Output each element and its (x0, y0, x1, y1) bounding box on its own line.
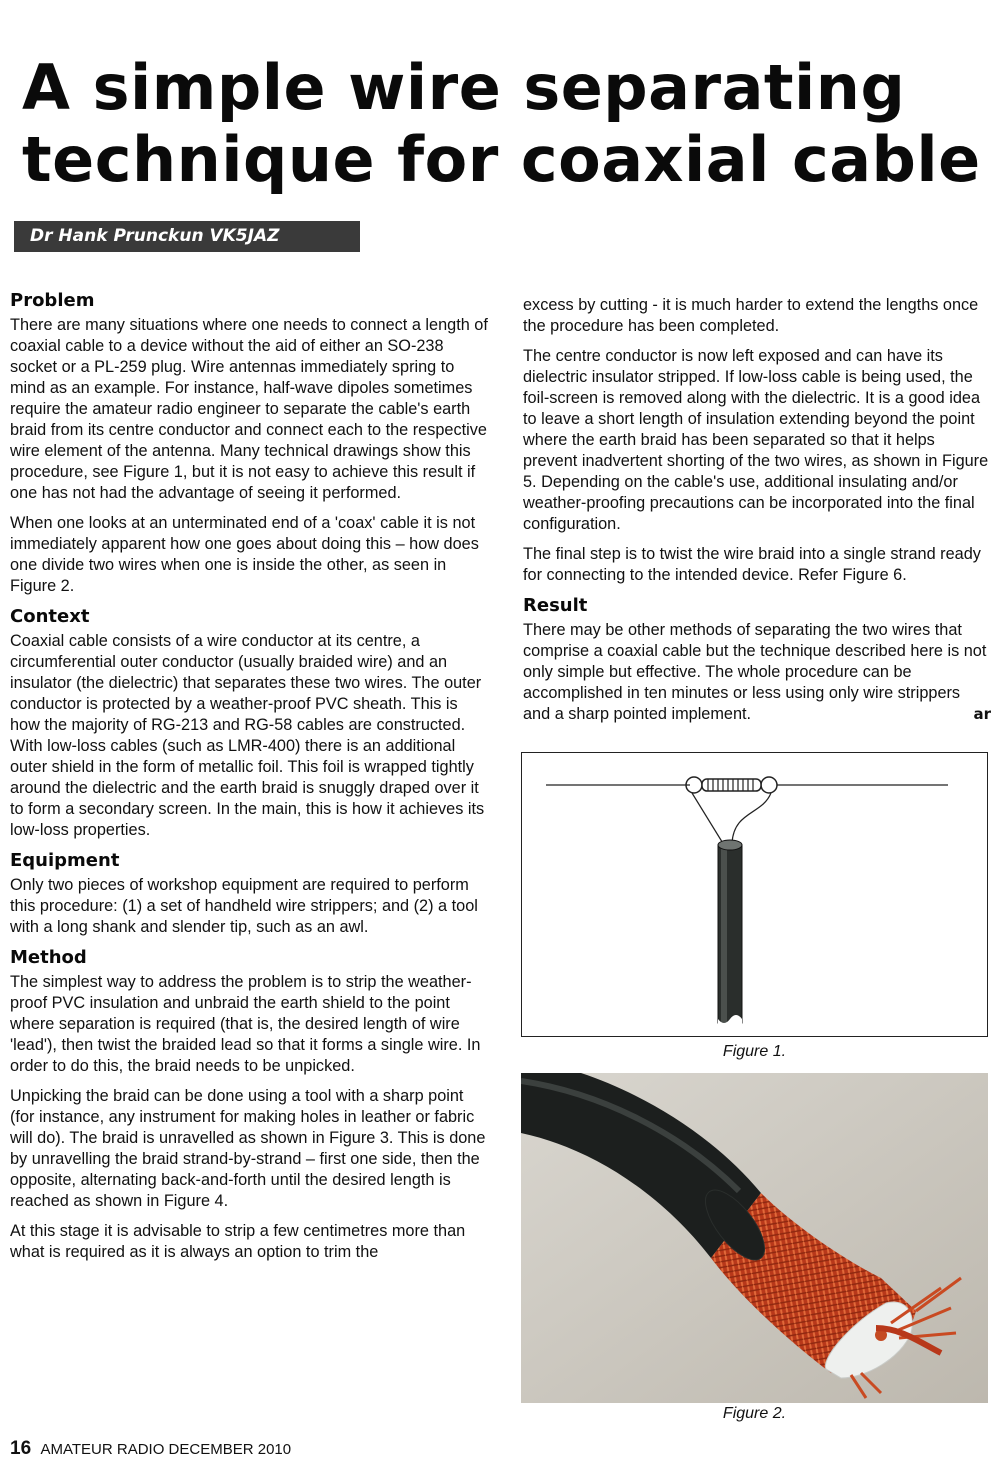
paragraph: When one looks at an unterminated end of a 'coax' cable it is not immediately apparent how one goes about doing this – how does one divide two wires when one is inside the other, as seen in Figure 2. (10, 514, 479, 595)
paragraph: There are many situations where one needs to connect a length of coaxial cable to a device without the aid of either an SO-238 socket or a PL-259 plug. Wire antennas immediately spring to mind as an example. For instance, half-wave dipoles sometimes require the amateur radio engineer to separate the cable's earth braid from its centre conductor and connect each to the respective wire element of the antenna. Many technical drawings show this procedure, see Figure 1, but it is not easy to achieve this result if one has not had the advantage of seeing it performed. (10, 316, 488, 502)
article-title (22, 52, 992, 196)
right-column (523, 295, 991, 734)
left-column (10, 290, 488, 1272)
section-heading-equipment: Equipment (10, 850, 120, 871)
paragraph: The centre conductor is now left exposed and can have its dielectric insulator stripped. If low-loss cable is being used, the foil-screen is removed along with the dielectric. It is a good idea to leave a short length of insulation extending beyond the point where the earth braid has been separated so that it helps prevent inadvertent shorting of the two wires, as shown in Figure 5. Depending on the cable's use, additional insulating and/or weather-proofing precautions can be incorporated into the final configuration. (523, 347, 989, 533)
figure-2-coax-photo (521, 1073, 988, 1403)
paragraph: Only two pieces of workshop equipment are required to perform this procedure: (1) a set of handheld wire strippers; and (2) a tool with a long shank and slender tip, such as an awl. (10, 876, 478, 936)
result-text: There may be other methods of separating the two wires that comprise a coaxial cable but the technique described here is not only simple but effective. The whole procedure can be accomplished in ten minutes or less using only wire strippers and a sharp pointed implement. (523, 621, 987, 723)
section-heading-context: Context (10, 606, 90, 627)
coax-cable-photo (521, 1073, 988, 1403)
section-heading-problem: Problem (10, 290, 95, 311)
figure-1-caption: Figure 1. (722, 1043, 787, 1060)
paragraph: The simplest way to address the problem is to strip the weather-proof PVC insulation and unbraid the earth shield to the point where separation is required (that is, the desired length of wire 'lead'), then twist the braided lead so that it forms a single wire. In order to do this, the braid needs to be unpicked. (10, 973, 481, 1075)
paragraph: Coaxial cable consists of a wire conductor at its centre, a circumferential outer conductor (usually braided wire) and an insulator (the dielectric) that separates these two wires. The outer conductor is protected by a weather-proof PVC sheath. This is how the majority of RG-213 and RG-58 cables are constructed. With low-loss cables (such as LMR-400) there is an additional outer shield in the form of metallic foil. This foil is wrapped tightly around the dielectric and the earth braid is snuggly draped over it to form a secondary screen. In the main, this is how it achieves its low-loss properties. (10, 632, 485, 839)
title-line-1: A simple wire separating (22, 51, 906, 124)
end-mark: ar (973, 705, 991, 723)
figure-1-dipole-diagram (521, 752, 988, 1037)
title-line-2: technique for coaxial cable (22, 123, 981, 196)
paragraph: The final step is to twist the wire braid into a single strand ready for connecting to the intended device. Refer Figure 6. (523, 545, 981, 584)
dipole-drawing (522, 753, 986, 1035)
section-heading-result: Result (523, 595, 588, 616)
page-footer (10, 1438, 291, 1460)
paragraph-result (523, 620, 991, 725)
author-byline: Dr Hank Prunckun VK5JAZ (14, 221, 360, 252)
paragraph: At this stage it is advisable to strip a few centimetres more than what is required as it is always an option to trim the (10, 1222, 466, 1261)
publication-name: AMATEUR RADIO DECEMBER 2010 (40, 1441, 292, 1458)
paragraph: Unpicking the braid can be done using a tool with a sharp point (for instance, any instrument for making holes in leather or fabric will do). The braid is unravelled as shown in Figure 3. This is done by unravelling the braid strand-by-strand – first one side, then the opposite, alternating back-and-forth until the desired length is reached as shown in Figure 4. (10, 1087, 486, 1210)
section-heading-method: Method (10, 947, 87, 968)
page-number: 16 (10, 1438, 32, 1459)
paragraph: excess by cutting - it is much harder to extend the lengths once the procedure has been completed. (523, 296, 979, 335)
figure-2-caption: Figure 2. (722, 1405, 787, 1422)
